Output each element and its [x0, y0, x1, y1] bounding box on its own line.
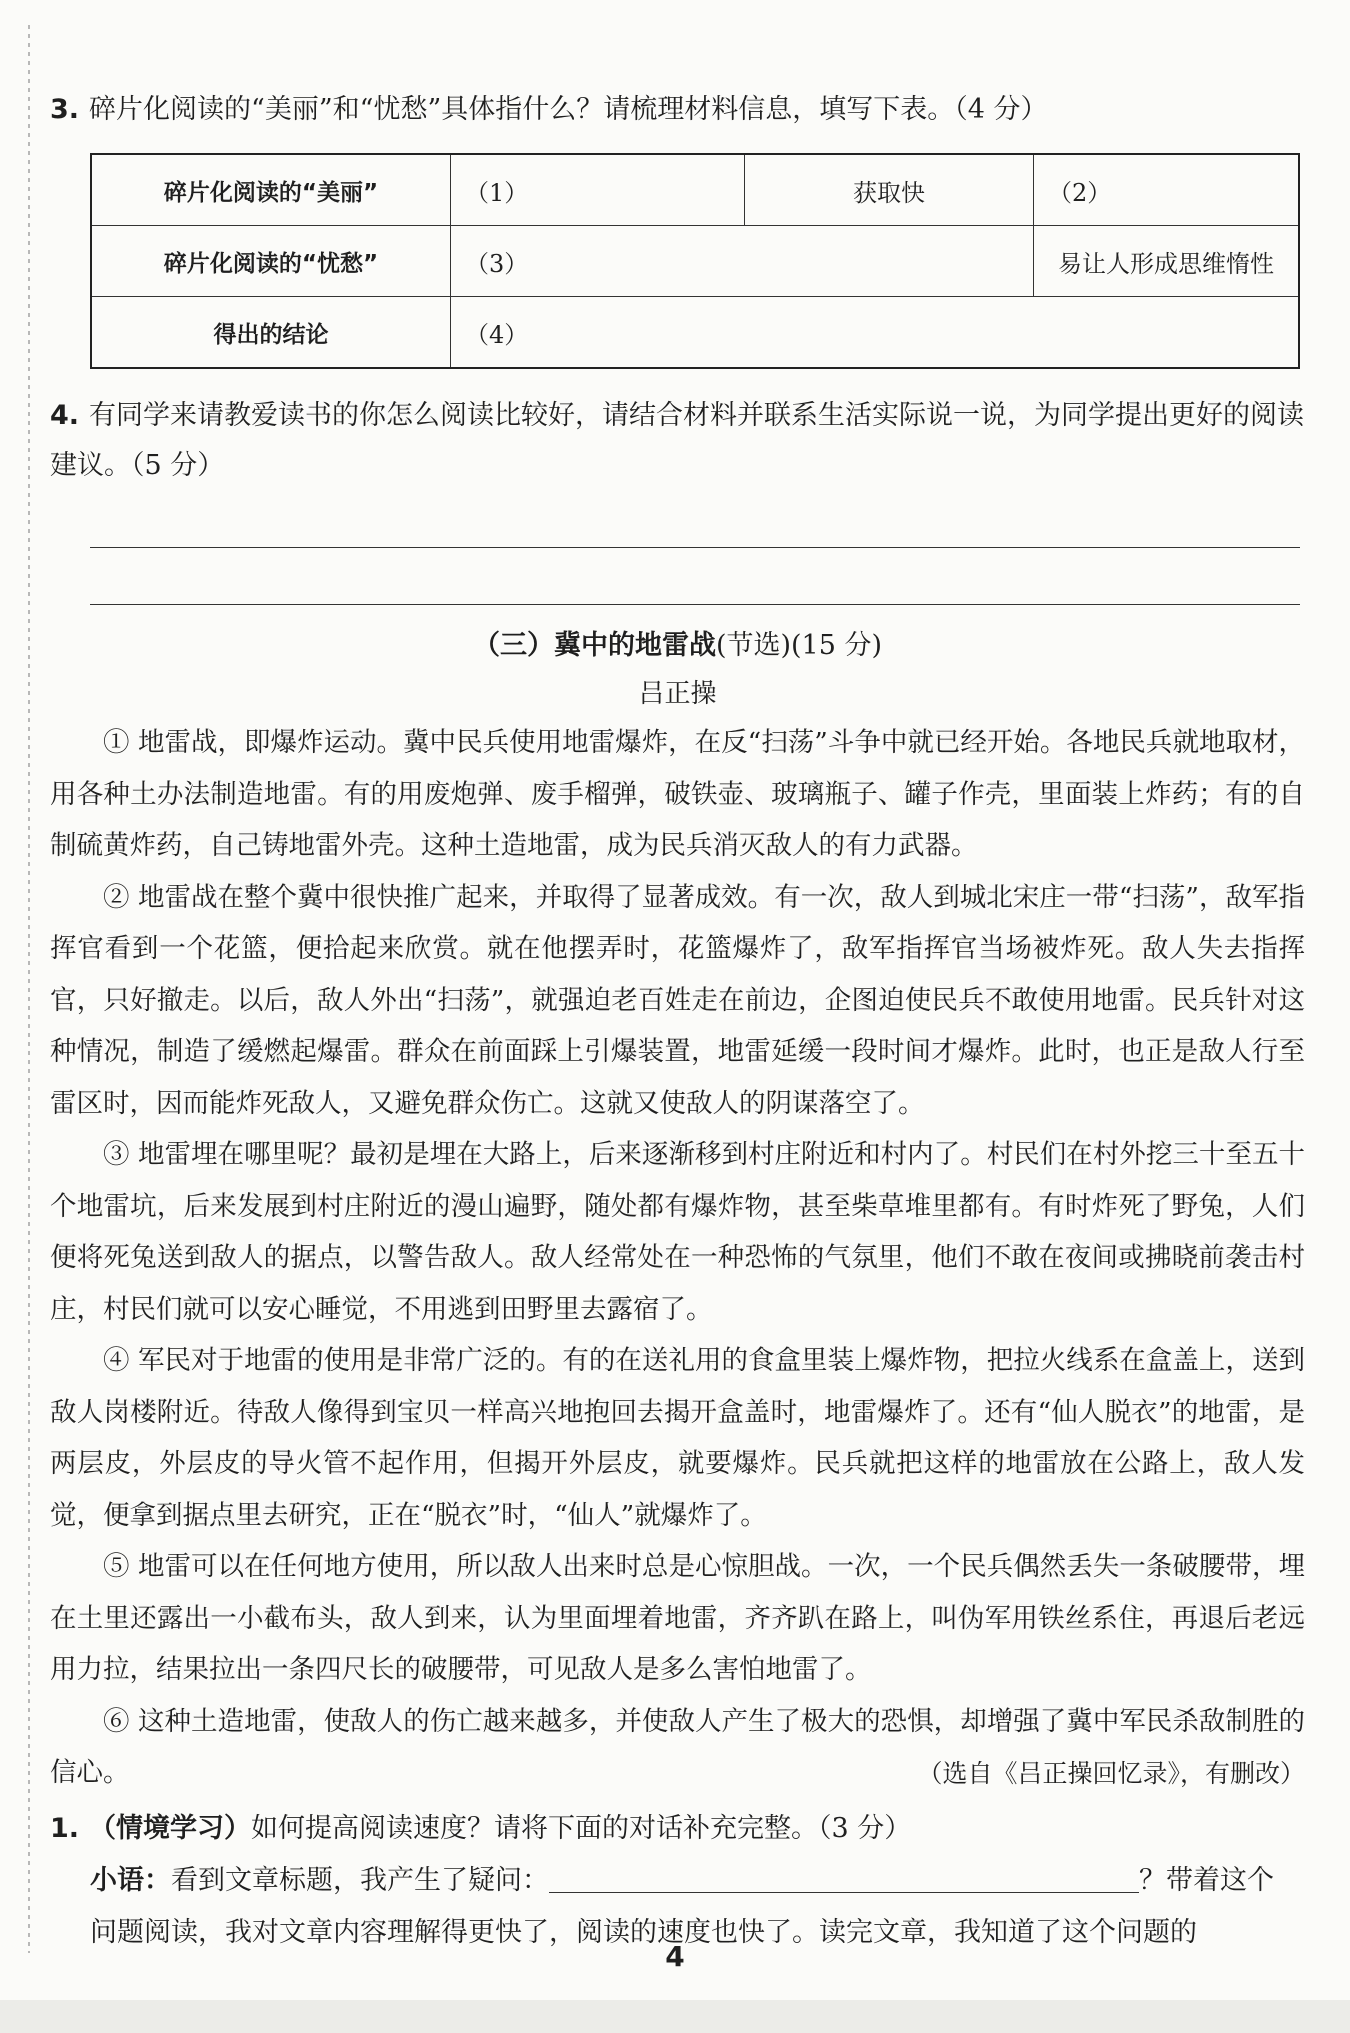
section-label: （三）冀中的地雷战	[472, 630, 716, 661]
article-author: 吕正操	[638, 679, 717, 709]
paragraph-1: ① 地雷战，即爆炸运动。冀中民兵使用地雷爆炸，在反“扫荡”斗争中就已经开始。各地民兵就地取材，用各种土办法制造地雷。有的用废炮弹、废手榴弹，破铁壶、玻璃瓶子、罐子作壳，里面装上炸药；有的自制硫黄炸药，自己铸地雷外壳。这种土造地雷，成为民兵消灭敌人的有力武器。	[50, 727, 1305, 861]
paragraph-4: ④ 军民对于地雷的使用是非常广泛的。有的在送礼用的食盒里装上爆炸物，把拉火线系在盒盖上，送到敌人岗楼附近。待敌人像得到宝贝一样高兴地抱回去揭开盒盖时，地雷爆炸了。还有“仙人脱衣”的地雷，是两层皮，外层皮的导火管不起作用，但揭开外层皮，就要爆炸。民兵就把这样的地雷放在公路上，敌人发觉，便拿到据点里去研究，正在“脱衣”时，“仙人”就爆炸了。	[50, 1345, 1305, 1531]
table-head-worry: 碎片化阅读的“忧愁”	[91, 226, 451, 297]
section-note: (节选)(15 分)	[715, 630, 883, 661]
fill-blank[interactable]	[549, 1862, 1139, 1893]
paragraph-3: ③ 地雷埋在哪里呢？最初是埋在大路上，后来逐渐移到村庄附近和村内了。村民们在村外挖三十至五十个地雷坑，后来发展到村庄附近的漫山遍野，随处都有爆炸物，甚至柴草堆里都有。有时炸死了野兔，人们便将死兔送到敌人的据点，以警告敌人。敌人经常处在一种恐怖的气氛里，他们不敢在夜间或拂晓前袭击村庄，村民们就可以安心睡觉，不用逃到田野里去露宿了。	[50, 1139, 1305, 1325]
question-4	[50, 391, 1305, 491]
table-cell-blank-3[interactable]: （3）	[451, 226, 1034, 297]
question-4-text: 有同学来请教爱读书的你怎么阅读比较好，请结合材料并联系生活实际说一说，为同学提出更好的阅读建议。（5 分）	[50, 400, 1305, 481]
question-4-number: 4.	[50, 400, 80, 431]
answer-table	[90, 153, 1300, 369]
source-citation: （选自《吕正操回忆录》，有删改）	[917, 1758, 1305, 1788]
page-number: 4	[665, 1940, 685, 1973]
answer-line-1[interactable]	[90, 491, 1300, 548]
margin-dotted-line	[28, 25, 30, 1953]
table-row	[91, 154, 1299, 226]
dialog-speaker: 小语：	[90, 1864, 171, 1896]
paragraph-2: ② 地雷战在整个冀中很快推广起来，并取得了显著成效。有一次，敌人到城北宋庄一带“扫荡”，敌军指挥官看到一个花篮，便拾起来欣赏。就在他摆弄时，花篮爆炸了，敌军指挥官当场被炸死。敌人失去指挥官，只好撤走。以后，敌人外出“扫荡”，就强迫老百姓走在前边，企图迫使民兵不敢使用地雷。民兵针对这种情况，制造了缓燃起爆雷。群众在前面踩上引爆装置，地雷延缓一段时间才爆炸。此时，也正是敌人行至雷区时，因而能炸死敌人，又避免群众伤亡。这就又使敌人的阴谋落空了。	[50, 881, 1305, 1119]
page-content	[50, 85, 1305, 1959]
table-row	[91, 297, 1299, 369]
question-1-number: 1.	[50, 1812, 80, 1844]
table-cell-blank-2[interactable]: （2）	[1034, 154, 1300, 226]
dialog-line-2: 问题阅读，我对文章内容理解得更快了，阅读的速度也快了。读完文章，我知道了这个问题的	[90, 1916, 1197, 1948]
table-head-beauty: 碎片化阅读的“美丽”	[91, 154, 451, 226]
dialog-line-1	[90, 1855, 1305, 1907]
question-3	[50, 85, 1305, 135]
paragraph-6: ⑥ 这种土造地雷，使敌人的伤亡越来越多，并使敌人产生了极大的恐惧，却增强了冀中军民杀敌制胜的信心。	[50, 1705, 1305, 1788]
question-3-text: 碎片化阅读的“美丽”和“忧愁”具体指什么？请梳理材料信息，填写下表。（4 分）	[89, 94, 1048, 125]
footer-bar	[0, 2000, 1350, 2033]
table-cell-fast: 获取快	[745, 154, 1034, 226]
paragraph-5: ⑤ 地雷可以在任何地方使用，所以敌人出来时总是心惊胆战。一次，一个民兵偶然丢失一条破腰带，埋在土里还露出一小截布头，敌人到来，认为里面埋着地雷，齐齐趴在路上，叫伪军用铁丝系住，再退后老远用力拉，结果拉出一条四尺长的破腰带，可见敌人是多么害怕地雷了。	[50, 1551, 1305, 1685]
answer-line-2[interactable]	[90, 548, 1300, 605]
table-cell-blank-1[interactable]: （1）	[451, 154, 745, 226]
question-1-text: 如何提高阅读速度？请将下面的对话补充完整。（3 分）	[251, 1812, 912, 1844]
question-1	[50, 1803, 1305, 1855]
question-1-tag: （情境学习）	[89, 1812, 252, 1844]
table-cell-blank-4[interactable]: （4）	[451, 297, 1300, 369]
section-title	[50, 621, 1305, 671]
dialog-text-pre: 看到文章标题，我产生了疑问：	[171, 1864, 549, 1896]
table-row	[91, 226, 1299, 297]
dialog-text-post: ？带着这个	[1139, 1864, 1274, 1896]
question-3-number: 3.	[50, 94, 80, 125]
table-head-conclusion: 得出的结论	[91, 297, 451, 369]
table-cell-inertia: 易让人形成思维惰性	[1034, 226, 1300, 297]
